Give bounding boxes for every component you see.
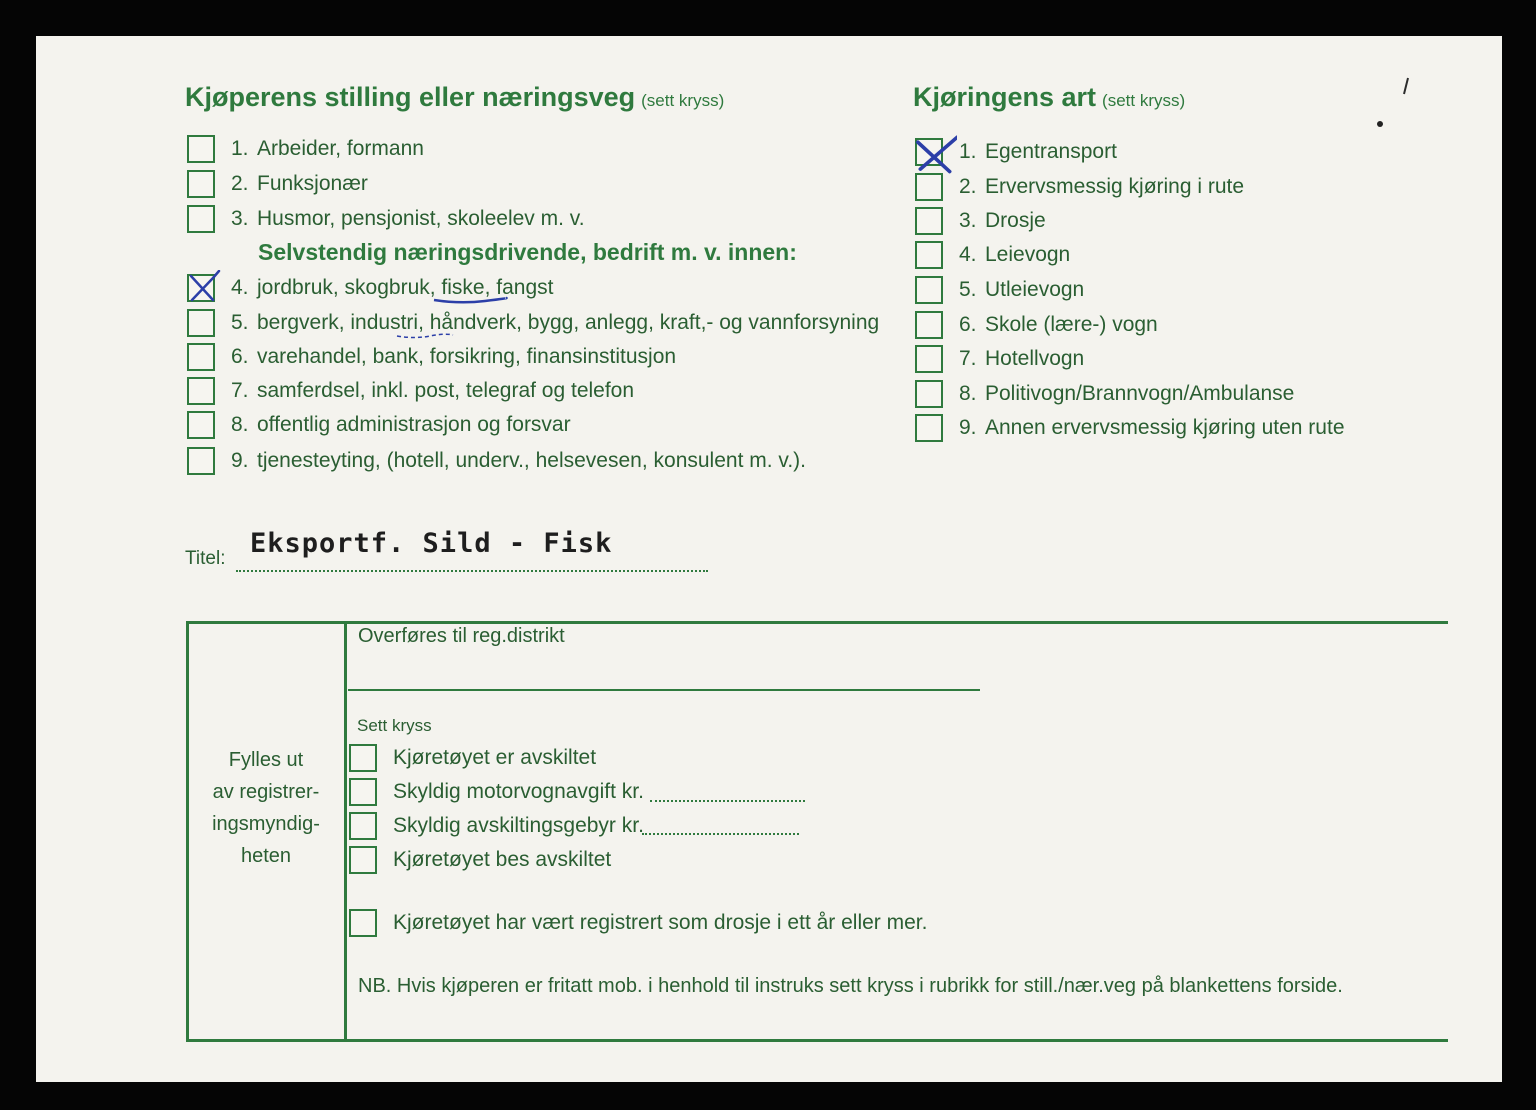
titel-label: Titel: xyxy=(185,548,226,569)
side-line: av registrer- xyxy=(212,781,320,803)
right-item-5 xyxy=(915,275,1084,305)
item-number: 3. xyxy=(231,207,249,230)
item-label: bergverk, industri, håndverk, bygg, anlegg, kraft,- og vannforsyning xyxy=(257,311,880,334)
transfer-line xyxy=(348,689,980,691)
right-item-7 xyxy=(915,344,1084,374)
item-label: samferdsel, inkl. post, telegraf og telefon xyxy=(257,379,635,402)
handwritten-x-mark xyxy=(185,270,221,306)
right-section-title xyxy=(913,82,1185,113)
checkbox-bergverk[interactable] xyxy=(187,309,215,337)
item-label: jordbruk, skogbruk, fiske, fangst xyxy=(257,276,554,299)
item-label: Politivogn/Brannvogn/Ambulanse xyxy=(985,382,1295,405)
left-item-3 xyxy=(187,204,585,234)
box-bottom-border xyxy=(186,1039,1448,1042)
right-item-1 xyxy=(915,137,1117,167)
checkbox-rute[interactable] xyxy=(915,173,943,201)
checkbox-skolevogn[interactable] xyxy=(915,311,943,339)
item-number: 1. xyxy=(959,140,977,163)
item-label: Utleievogn xyxy=(985,278,1085,301)
item-label: Arbeider, formann xyxy=(257,137,424,160)
right-title-hint: (sett kryss) xyxy=(1102,91,1186,110)
checkbox-bes-avskiltet[interactable] xyxy=(349,846,377,874)
item-label: Drosje xyxy=(985,209,1046,232)
item-number: 5. xyxy=(959,278,977,301)
nb-note: NB. Hvis kjøperen er fritatt mob. i henhold til instruks sett kryss i rubrikk for still./nær.veg på blankettens forside. xyxy=(358,975,1343,997)
self-employed-subheading: Selvstendig næringsdrivende, bedrift m. v. innen: xyxy=(258,239,797,265)
titel-dotted-line xyxy=(236,570,708,572)
transfer-label: Overføres til reg.distrikt xyxy=(358,625,565,647)
item-label: Skole (lære-) vogn xyxy=(985,313,1158,336)
checkbox-annen[interactable] xyxy=(915,414,943,442)
item-label: varehandel, bank, forsikring, finansinstitusjon xyxy=(257,345,677,368)
right-item-3 xyxy=(915,206,1046,236)
checkbox-motorvognavgift[interactable] xyxy=(349,778,377,806)
checkbox-funksjonaer[interactable] xyxy=(187,170,215,198)
checkbox-avskiltingsgebyr[interactable] xyxy=(349,812,377,840)
box-top-border xyxy=(186,621,1448,624)
registration-side-label xyxy=(187,744,345,872)
sett-kryss-label: Sett kryss xyxy=(357,716,432,735)
checkbox-varehandel[interactable] xyxy=(187,343,215,371)
item-label: Annen ervervsmessig kjøring uten rute xyxy=(985,416,1345,439)
left-title-hint: (sett kryss) xyxy=(641,91,725,110)
checkbox-egentransport[interactable] xyxy=(915,138,943,166)
item-number: 5. xyxy=(231,311,249,334)
titel-value[interactable]: Eksportf. Sild - Fisk xyxy=(250,528,613,559)
item-number: 6. xyxy=(959,313,977,336)
item-label: Husmor, pensjonist, skoleelev m. v. xyxy=(257,207,585,230)
right-item-6 xyxy=(915,310,1158,340)
drosje-check xyxy=(349,908,927,938)
right-title-text: Kjøringens art xyxy=(913,82,1097,112)
right-item-4 xyxy=(915,240,1070,270)
item-label: Hotellvogn xyxy=(985,347,1085,370)
checkbox-drosje[interactable] xyxy=(915,207,943,235)
side-line: Fylles ut xyxy=(228,749,304,771)
item-number: 8. xyxy=(959,382,977,405)
item-number: 4. xyxy=(231,276,249,299)
item-number: 6. xyxy=(231,345,249,368)
checkbox-offentlig[interactable] xyxy=(187,411,215,439)
side-line: heten xyxy=(240,845,292,867)
reg-check-label: Kjøretøyet er avskiltet xyxy=(393,746,597,769)
left-item-9 xyxy=(187,446,806,476)
side-line: ingsmyndig- xyxy=(212,813,320,835)
item-number: 7. xyxy=(231,379,249,402)
checkbox-politivogn[interactable] xyxy=(915,380,943,408)
left-item-1 xyxy=(187,134,424,164)
motorvognavgift-amount-line[interactable] xyxy=(650,800,805,802)
drosje-check-label: Kjøretøyet har vært registrert som drosje i ett år eller mer. xyxy=(393,911,928,934)
item-number: 3. xyxy=(959,209,977,232)
item-number: 9. xyxy=(959,416,977,439)
item-label: Ervervsmessig kjøring i rute xyxy=(985,175,1245,198)
reg-check-4 xyxy=(349,845,611,875)
left-item-4 xyxy=(187,273,553,303)
checkbox-utleievogn[interactable] xyxy=(915,276,943,304)
reg-check-3 xyxy=(349,811,644,841)
left-section-title xyxy=(185,82,724,113)
avskiltingsgebyr-amount-line[interactable] xyxy=(642,833,799,835)
left-item-6 xyxy=(187,342,676,372)
item-number: 2. xyxy=(231,172,249,195)
reg-check-label: Skyldig avskiltingsgebyr kr. xyxy=(393,814,644,837)
checkbox-avskiltet[interactable] xyxy=(349,744,377,772)
right-item-9 xyxy=(915,413,1345,443)
left-item-5 xyxy=(187,308,879,338)
reg-check-label: Skyldig motorvognavgift kr. xyxy=(393,780,644,803)
item-number: 4. xyxy=(959,243,977,266)
item-label: offentlig administrasjon og forsvar xyxy=(257,413,571,436)
left-item-8 xyxy=(187,410,571,440)
left-item-7 xyxy=(187,376,634,406)
left-item-2 xyxy=(187,169,368,199)
left-title-text: Kjøperens stilling eller næringsveg xyxy=(185,82,636,112)
item-label: tjenesteyting, (hotell, underv., helsevesen, konsulent m. v.). xyxy=(257,449,807,472)
reg-check-2 xyxy=(349,777,644,807)
checkbox-arbeider[interactable] xyxy=(187,135,215,163)
item-number: 7. xyxy=(959,347,977,370)
checkbox-tjenesteyting[interactable] xyxy=(187,447,215,475)
checkbox-leievogn[interactable] xyxy=(915,241,943,269)
checkbox-samferdsel[interactable] xyxy=(187,377,215,405)
item-number: 1. xyxy=(231,137,249,160)
item-number: 9. xyxy=(231,449,249,472)
item-number: 2. xyxy=(959,175,977,198)
right-item-2 xyxy=(915,172,1244,202)
reg-check-label: Kjøretøyet bes avskiltet xyxy=(393,848,612,871)
checkbox-hotellvogn[interactable] xyxy=(915,345,943,373)
item-label: Funksjonær xyxy=(257,172,368,195)
reg-check-1 xyxy=(349,743,596,773)
item-label: Leievogn xyxy=(985,243,1071,266)
checkbox-drosje-ett-ar[interactable] xyxy=(349,909,377,937)
item-label: Egentransport xyxy=(985,140,1117,163)
checkbox-husmor[interactable] xyxy=(187,205,215,233)
item-number: 8. xyxy=(231,413,249,436)
checkbox-jordbruk[interactable] xyxy=(187,274,215,302)
right-item-8 xyxy=(915,379,1294,409)
